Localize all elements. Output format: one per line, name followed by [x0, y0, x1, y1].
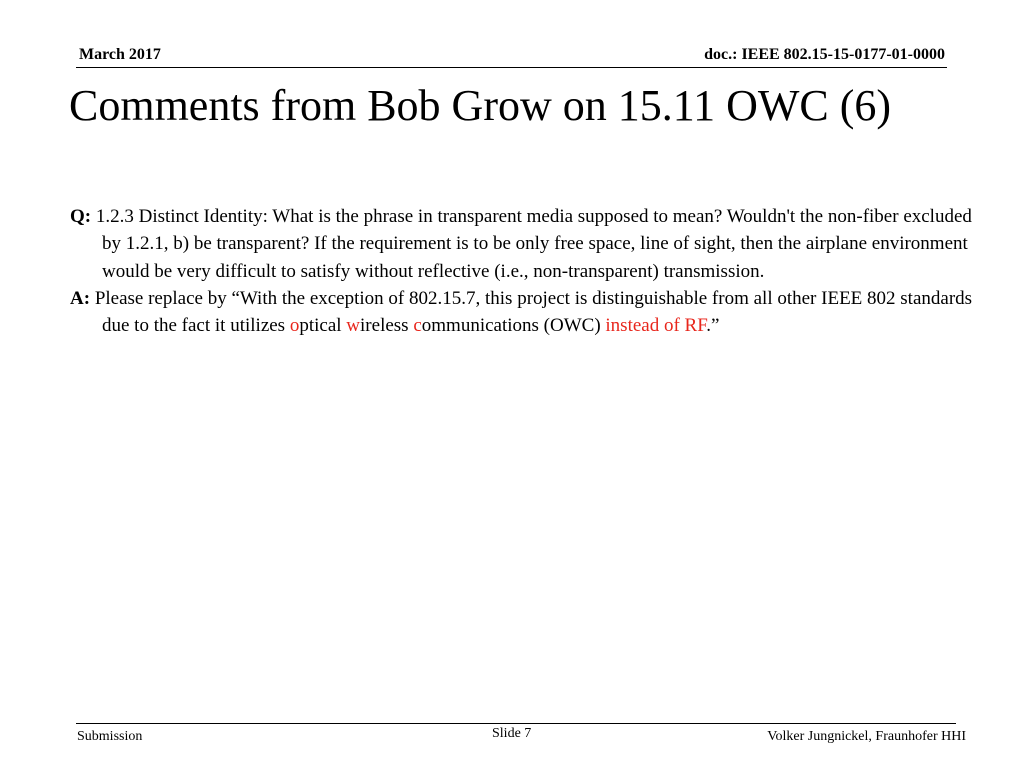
footer-submission: Submission	[77, 729, 143, 744]
answer-text: ireless	[360, 315, 414, 337]
footer-divider	[76, 723, 956, 724]
answer-highlight-c: c	[413, 315, 422, 337]
footer-slide-number: Slide 7	[492, 726, 532, 741]
slide-title: Comments from Bob Grow on 15.11 OWC (6)	[69, 81, 892, 130]
answer-highlight-w: w	[346, 315, 361, 337]
answer-paragraph	[70, 285, 975, 340]
answer-text: .”	[706, 315, 720, 337]
answer-highlight-rf: instead of RF	[605, 315, 707, 337]
footer-author: Volker Jungnickel, Fraunhofer HHI	[767, 729, 966, 744]
answer-text: ptical	[299, 315, 347, 337]
question-text: 1.2.3 Distinct Identity: What is the phrase in transparent media supposed to mean? Wouldn't the non-fiber excluded by 1.2.1, b) be transparent? If the requirement is to be only free space, line of sight, then the airplane environment would be very difficult to satisfy without reflective (i.e., non-transparent) transmission.	[91, 206, 972, 282]
header-divider	[76, 67, 947, 68]
slide-body	[70, 203, 975, 339]
question-label: Q:	[70, 206, 92, 227]
header-doc-id: doc.: IEEE 802.15-15-0177-01-0000	[704, 46, 945, 63]
header-date: March 2017	[79, 46, 161, 63]
question-paragraph	[70, 203, 975, 285]
answer-highlight-o: o	[289, 315, 300, 337]
answer-text: Please replace by “With the exception of 802.15.7, this project is distinguishable from all other IEEE 802 standards due to the fact it utilizes	[90, 287, 973, 337]
answer-text: ommunications (OWC)	[421, 315, 606, 337]
answer-label: A:	[70, 287, 91, 309]
